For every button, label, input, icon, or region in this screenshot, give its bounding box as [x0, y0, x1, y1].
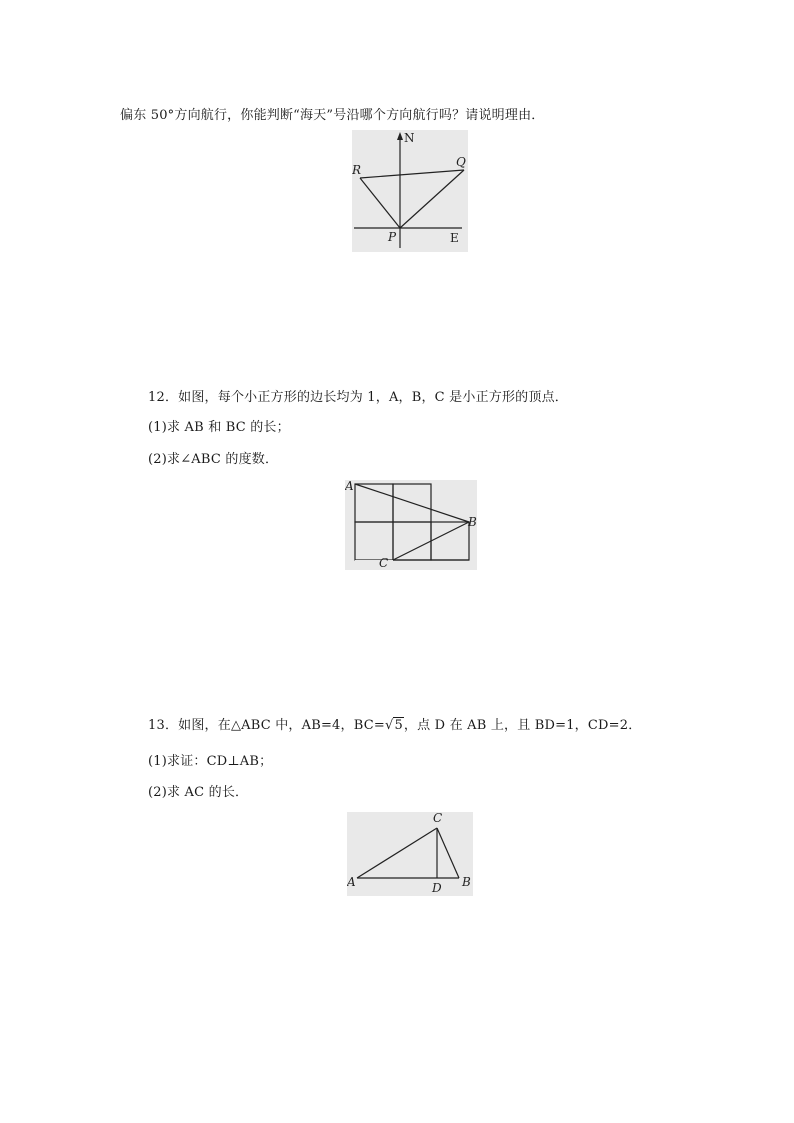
q13-stem — [148, 714, 641, 733]
label-c: C — [379, 556, 389, 570]
label-p: P — [388, 230, 397, 244]
grid-square — [431, 522, 469, 560]
q13-triangle-figure — [347, 812, 473, 896]
q13-part2: (2)求 AC 的长． — [148, 785, 249, 800]
segment-cb — [437, 828, 459, 878]
label-r: R — [352, 163, 362, 177]
q11-text: 偏东 50°方向航行，你能判断“海天”号沿哪个方向航行吗？请说明理由． — [120, 108, 545, 123]
segment-qp — [400, 170, 464, 228]
q11-compass-figure — [352, 130, 468, 252]
label-c: C — [433, 812, 443, 825]
label-b: B — [468, 515, 477, 529]
q13-radicand: 5 — [394, 718, 403, 733]
q13-stem-before: 13．如图，在△ABC 中，AB=4，BC= — [148, 718, 385, 733]
label-b: B — [462, 875, 471, 889]
q12-part1: (1)求 AB 和 BC 的长； — [148, 420, 290, 435]
q12-part2: (2)求∠ABC 的度数． — [148, 452, 279, 467]
segment-ab — [355, 484, 469, 522]
q13-part1: (1)求证：CD⊥AB； — [148, 754, 273, 769]
label-east: E — [450, 231, 459, 245]
segment-rp — [360, 178, 400, 228]
grid-square — [393, 522, 431, 560]
label-north: N — [404, 131, 415, 145]
north-arrow-icon — [397, 132, 403, 140]
segment-rq — [360, 170, 464, 178]
label-d: D — [432, 881, 442, 895]
q13-stem-after: ，点 D 在 AB 上，且 BD=1，CD=2． — [403, 718, 642, 733]
q12-grid-figure — [345, 480, 477, 570]
grid-square — [355, 522, 393, 560]
segment-ac — [357, 828, 437, 878]
q12-stem: 12．如图，每个小正方形的边长均为 1，A，B，C 是小正方形的顶点． — [148, 390, 568, 405]
label-a: A — [347, 875, 356, 889]
label-a: A — [345, 480, 354, 493]
grid-square — [355, 484, 393, 522]
sqrt-symbol: √5 — [384, 718, 403, 733]
label-q: Q — [456, 155, 466, 169]
